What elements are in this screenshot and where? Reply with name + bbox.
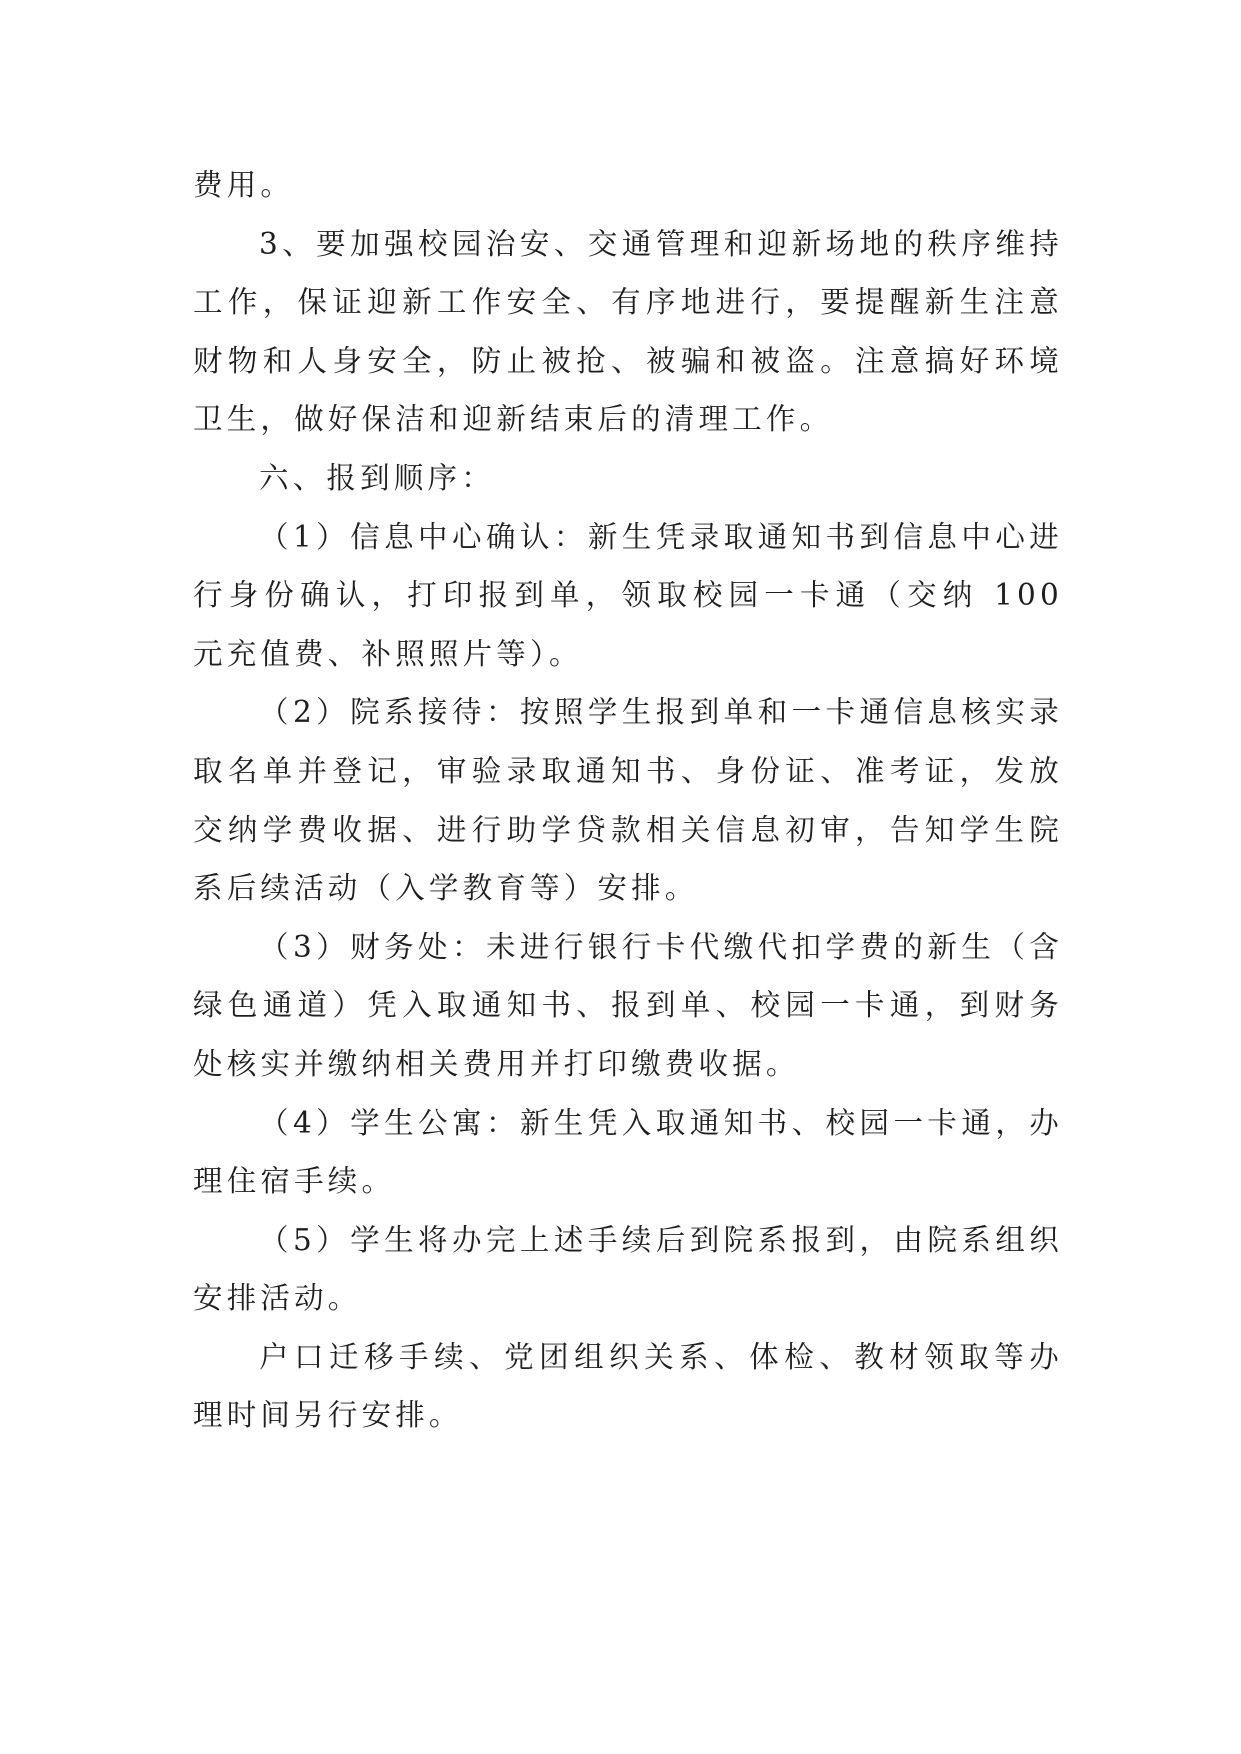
paragraph-step-5-report: （5）学生将办完上述手续后到院系报到，由院系组织安排活动。 (193, 1222, 1063, 1316)
paragraph-step-1-info-center: （1）信息中心确认：新生凭录取通知书到信息中心进行身份确认，打印报到单，领取校园一卡通（交纳 100 元充值费、补照照片等）。 (193, 519, 1063, 671)
paragraph-other-arrangements: 户口迁移手续、党团组织关系、体检、教材领取等办理时间另行安排。 (193, 1339, 1063, 1433)
paragraph-step-3-finance: （3）财务处：未进行银行卡代缴代扣学费的新生（含绿色通道）凭入取通知书、报到单、校园一卡通，到财务处核实并缴纳相关费用并打印缴费收据。 (193, 929, 1063, 1081)
document-body (193, 156, 1063, 1445)
section-heading-registration-order: 六、报到顺序： (259, 460, 495, 495)
paragraph-item-3-security: 3、要加强校园治安、交通管理和迎新场地的秩序维持工作，保证迎新工作安全、有序地进行，要提醒新生注意财物和人身安全，防止被抢、被骗和被盗。注意搞好环境卫生，做好保洁和迎新结束后的清理工作。 (193, 226, 1063, 437)
paragraph-step-4-dormitory: （4）学生公寓：新生凭入取通知书、校园一卡通，办理住宿手续。 (193, 1105, 1063, 1199)
paragraph-step-2-department: （2）院系接待：按照学生报到单和一卡通信息核实录取名单并登记，审验录取通知书、身份证、准考证，发放交纳学费收据、进行助学贷款相关信息初审，告知学生院系后续活动（入学教育等）安排。 (193, 695, 1063, 906)
paragraph-continuation-fees: 费用。 (193, 168, 295, 202)
